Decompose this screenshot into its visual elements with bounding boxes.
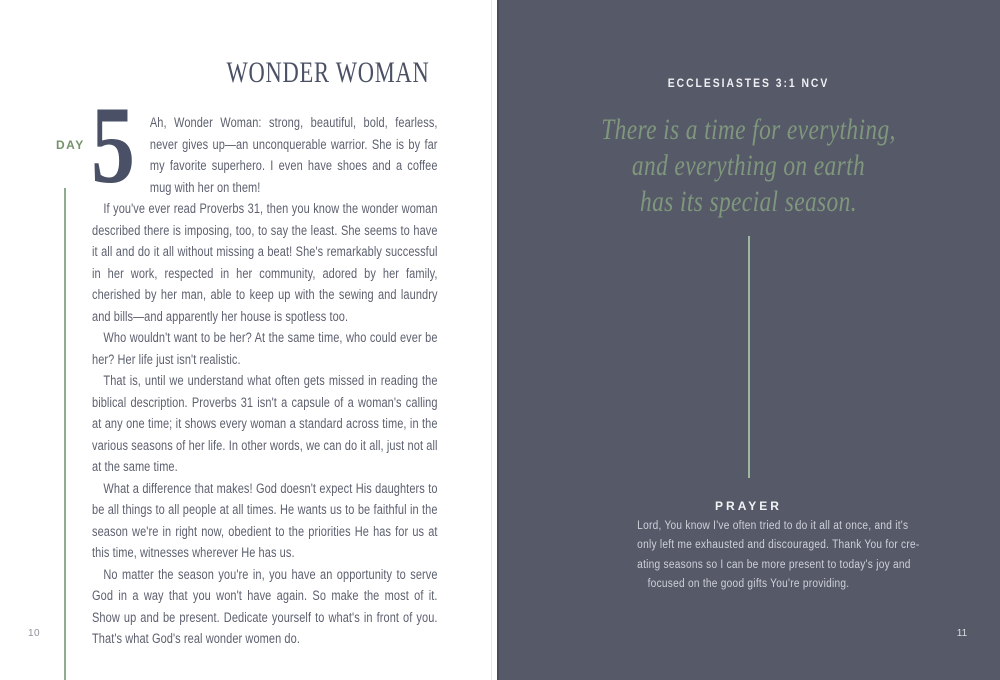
paragraph: Ah, Wonder Woman: strong, beautiful, bold, fearless, never gives up—an unconquerable warrior. She is by far my favorite superhero. I even have shoes and a coffee mug with her on them! bbox=[149, 115, 438, 195]
paragraph: What a difference that makes! God doesn't expect His daughters to be all things to all people at all times. He wants us to be faithful in the season we're in right now, obedient to the priorities He has for us at this time, witnesses wherever He has us. bbox=[92, 480, 438, 560]
prayer-heading: PRAYER bbox=[715, 499, 782, 513]
devotional-body bbox=[92, 112, 438, 650]
paragraph: No matter the season you're in, you have an opportunity to serve God in a way that you won't have again. So make the most of it. Show up and be present. Dedicate yourself to what's in front of you. That's what God's real wonder women do. bbox=[92, 566, 438, 646]
left-page-vertical-rule bbox=[64, 188, 66, 680]
prayer-line: ating seasons so I can be more present to today's joy and bbox=[637, 558, 911, 571]
day-label: DAY bbox=[56, 138, 85, 152]
prayer-line: only left me exhausted and discouraged. Thank You for cre- bbox=[637, 539, 920, 552]
verse-quote-line: and everything on earth bbox=[631, 149, 866, 182]
gutter-divider bbox=[491, 0, 492, 680]
right-page-vertical-rule bbox=[748, 236, 750, 478]
page-number-left: 10 bbox=[28, 628, 41, 639]
prayer-text bbox=[622, 517, 920, 594]
paragraph: Who wouldn't want to be her? At the same time, who could ever be her? Her life just isn't realistic. bbox=[92, 330, 438, 367]
prayer-line: focused on the good gifts You're providing. bbox=[647, 577, 850, 590]
chapter-title: WONDER WOMAN bbox=[226, 56, 430, 89]
verse-reference: ECCLESIASTES 3:1 NCV bbox=[667, 78, 830, 90]
page-number-right: 11 bbox=[956, 628, 968, 639]
verse-quote-line: has its special season. bbox=[640, 185, 857, 218]
paragraph: If you've ever read Proverbs 31, then you know the wonder woman described there is imposing, too, to say the least. She seems to have it all and do it all without missing a beat! She's remarkably successful in her work, respected in her community, adored by her family, cherished by her man, able to keep up with the sewing and laundry and bills—and apparently her house is spotless too. bbox=[92, 201, 438, 324]
prayer-line: Lord, You know I've often tried to do it all at once, and it's bbox=[637, 520, 909, 532]
verse-quote-line: There is a time for everything, bbox=[601, 113, 896, 146]
paragraph: That is, until we understand what often gets missed in reading the biblical description. Proverbs 31 isn't a capsule of a woman's calling at any one time; it shows every woman a standard across time, in the various seasons of her life. In other words, we can do it all, just not all at the same time. bbox=[92, 373, 438, 474]
verse-quote bbox=[455, 112, 1000, 220]
day-number: 5 bbox=[91, 84, 135, 206]
